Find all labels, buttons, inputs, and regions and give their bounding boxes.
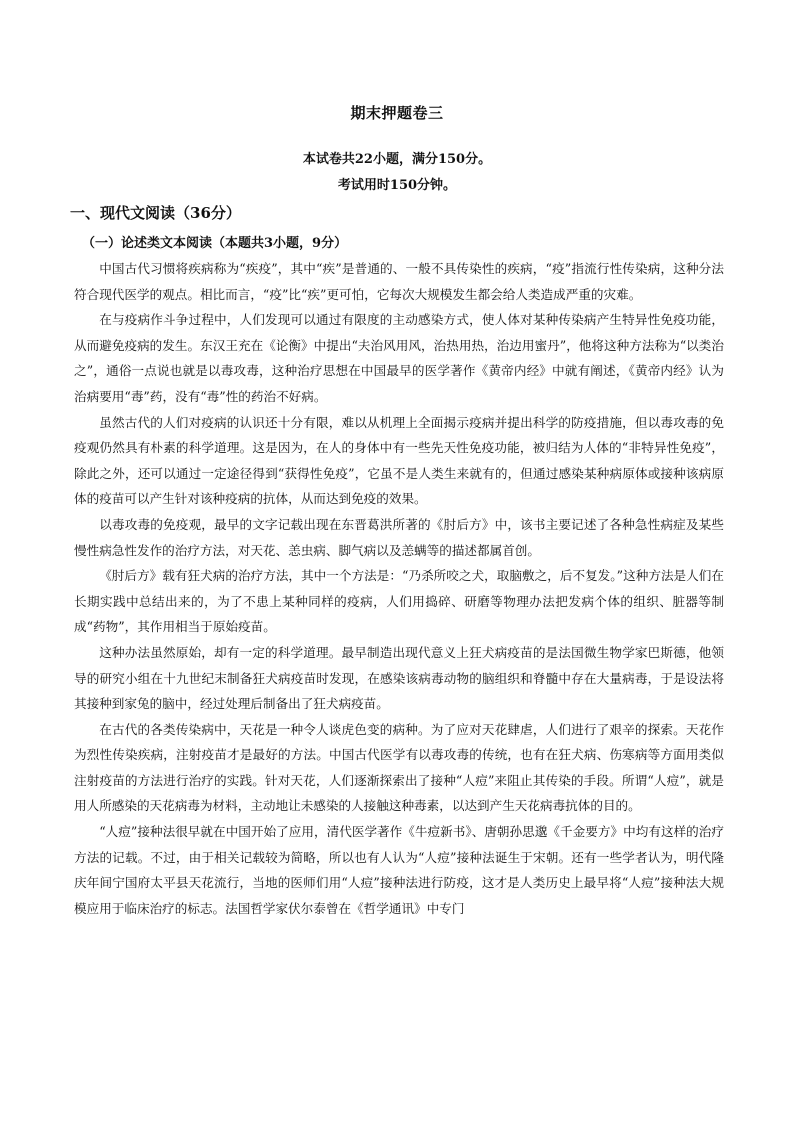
passage-paragraph-5: 《肘后方》载有狂犬病的治疗方法，其中一个方法是：“乃杀所咬之犬，取脑敷之，后不复发。”这种方法是人们在长期实践中总结出来的，为了不患上某种同样的疫病，人们用捣碎、研磨等物理办法把发病个体的组织、脏器等制成“药物”，其作用相当于原始疫苗。 (74, 568, 724, 635)
exam-info-line-2: 考试用时150分钟。 (337, 178, 457, 193)
reading-passage (74, 256, 724, 921)
section-heading-modern-reading: 一、现代文阅读（36分） (70, 204, 241, 222)
passage-paragraph-4: 以毒攻毒的免疫观，最早的文字记载出现在东晋葛洪所著的《肘后方》中，该书主要记述了各种急性病症及某些慢性病急性发作的治疗方法，对天花、恙虫病、脚气病以及恙螨等的描述都属首创。 (74, 516, 724, 558)
passage-paragraph-7: 在古代的各类传染病中，天花是一种令人谈虎色变的病种。为了应对天花肆虐，人们进行了艰辛的探索。天花作为烈性传染疾病，注射疫苗才是最好的方法。中国古代医学有以毒攻毒的传统，也有在狂犬病、伤寒病等方面用类似注射疫苗的方法进行治疗的实践。针对天花，人们逐渐探索出了接种“人痘”来阻止其传染的手段。所谓“人痘”，就是用人所感染的天花病毒为材料，主动地让未感染的人接触这种毒素，以达到产生天花病毒抗体的目的。 (74, 721, 724, 814)
subsection-heading-argumentative: （一）论述类文本阅读（本题共3小题，9分） (82, 236, 348, 251)
passage-paragraph-2: 在与疫病作斗争过程中，人们发现可以通过有限度的主动感染方式，使人体对某种传染病产生特异性免疫功能，从而避免疫病的发生。东汉王充在《论衡》中提出“夫治风用风，治热用热，治边用蜜丹”，他将这种方法称为“以类治之”，通俗一点说也就是以毒攻毒，这种治疗思想在中国最早的医学著作《黄帝内经》中就有阐述，《黄帝内经》认为治病要用“毒”药，没有“毒”性的药治不好病。 (74, 312, 724, 404)
passage-paragraph-1: 中国古代习惯将疾病称为“疾疫”，其中“疾”是普通的、一般不具传染性的疾病，“疫”指流行性传染病，这种分法符合现代医学的观点。相比而言，“疫”比“疾”更可怕，它每次大规模发生都会给人类造成严重的灾难。 (74, 261, 724, 302)
passage-paragraph-6: 这种办法虽然原始，却有一定的科学道理。最早制造出现代意义上狂犬病疫苗的是法国微生物学家巴斯德，他领导的研究小组在十九世纪末制备狂犬病疫苗时发现，在感染该病毒动物的脑组织和脊髓中存在大量病毒，于是设法将其接种到家兔的脑中，经过处理后制备出了狂犬病疫苗。 (74, 644, 724, 712)
passage-paragraph-8: “人痘”接种法很早就在中国开始了应用，清代医学著作《牛痘新书》、唐朝孙思邈《千金要方》中均有这样的治疗方法的记载。不过，由于相关记载较为简略，所以也有人认为“人痘”接种法诞生于宋朝。还有一些学者认为，明代隆庆年间宁国府太平县天花流行，当地的医师们用“人痘”接种法进行防疫，这才是人类历史上最早将“人痘”接种法大规模应用于临床治疗的标志。法国哲学家伏尔泰曾在《哲学通讯》中专门 (74, 824, 724, 916)
passage-paragraph-3: 虽然古代的人们对疫病的认识还十分有限，难以从机理上全面揭示疫病并提出科学的防疫措施，但以毒攻毒的免疫观仍然具有朴素的科学道理。这是因为，在人的身体中有一些先天性免疫功能，被归结为人体的“非特异性免疫”，除此之外，还可以通过一定途径得到“获得性免疫”，它虽不是人类生来就有的，但通过感染某种病原体或接种该病原体的疫苗可以产生针对该种疫病的抗体，从而达到免疫的效果。 (74, 414, 724, 507)
exam-info-line-1: 本试卷共22小题，满分150分。 (302, 152, 492, 167)
exam-title: 期末押题卷三 (350, 104, 444, 122)
